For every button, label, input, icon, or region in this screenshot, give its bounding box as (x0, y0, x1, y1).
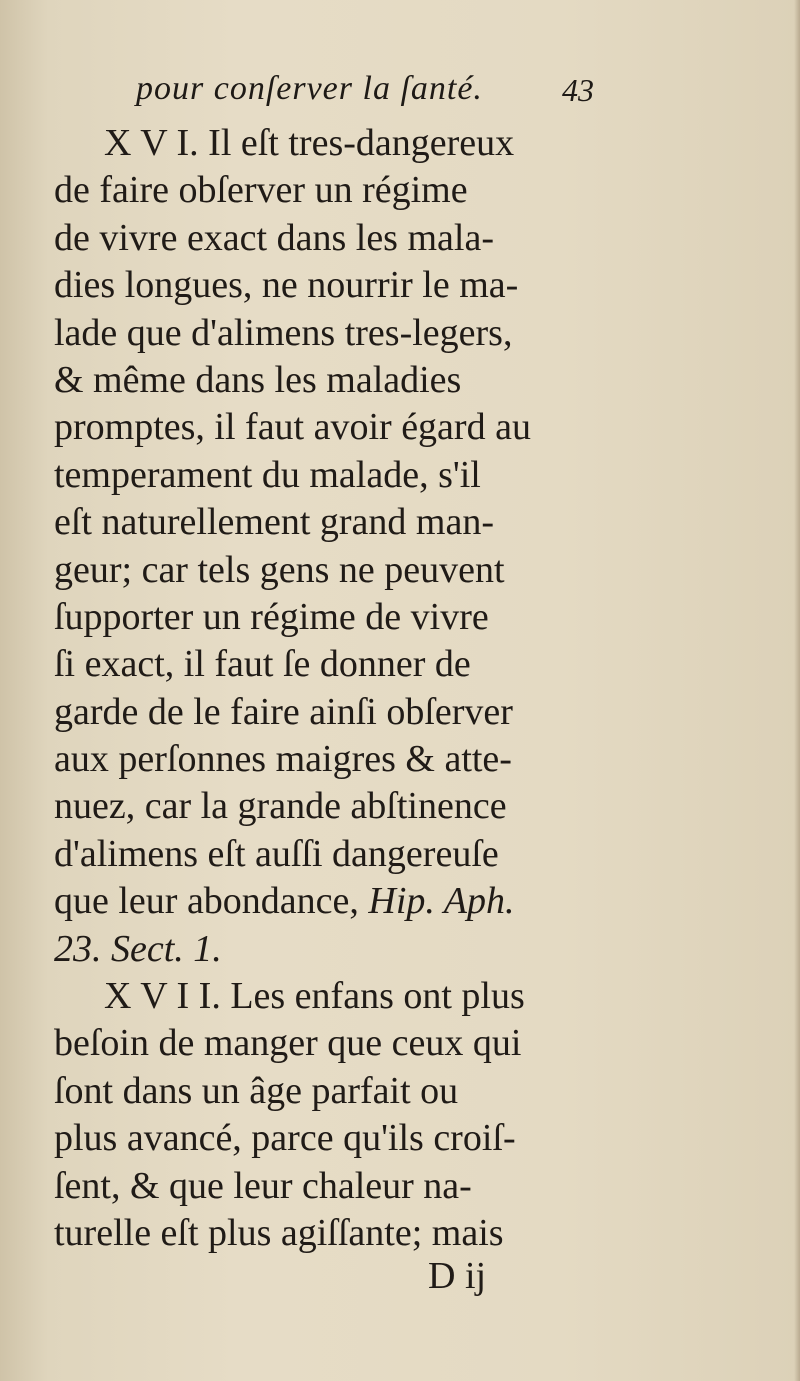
text-line: nuez, car la grande abſtinence (54, 785, 507, 828)
page-edge-shadow (794, 0, 800, 1381)
text-line: promptes, il faut avoir égard au (54, 406, 531, 449)
signature-mark: D ij (428, 1255, 487, 1297)
text-line: plus avancé, parce qu'ils croiſ- (54, 1117, 516, 1160)
text-line: geur; car tels gens ne peuvent (54, 548, 505, 591)
text-line: ſi exact, il faut ſe donner de (54, 643, 471, 686)
running-title: pour conſerver la ſanté. (136, 70, 483, 107)
text-line: garde de le faire ainſi obſerver (54, 690, 513, 733)
citation: Hip. Aph. (368, 880, 515, 923)
text-line: temperament du malade, s'il (54, 453, 481, 496)
text-line: eſt naturellement grand man- (54, 501, 494, 544)
text-line: lade que d'alimens tres-legers, (54, 311, 513, 354)
text-line: beſoin de manger que ceux qui (54, 1022, 522, 1065)
text-line: X V I I. Les enfans ont plus (104, 975, 525, 1018)
running-head (40, 64, 760, 116)
text-line: d'alimens eſt auſſi dangereuſe (54, 832, 499, 875)
text-line: & même dans les maladies (54, 358, 462, 401)
text-line: X V I. Il eſt tres-dangereux (104, 122, 515, 164)
text-line: turelle eſt plus agiſſante; mais (54, 1211, 504, 1254)
text-line: ſupporter un régime de vivre (54, 595, 489, 638)
body-text (54, 120, 654, 1257)
text-line: ſent, & que leur chaleur na- (54, 1164, 472, 1207)
text-line: de vivre exact dans les mala- (54, 216, 494, 259)
page-number: 43 (562, 72, 594, 108)
text-line: dies longues, ne nourrir le ma- (54, 264, 519, 307)
text-line (54, 878, 654, 925)
text-line: ſont dans un âge parfait ou (54, 1069, 459, 1112)
text-line: de faire obſerver un régime (54, 169, 468, 212)
citation-continued: 23. Sect. 1. (54, 927, 222, 970)
text-line-start: que leur abondance, (54, 880, 359, 923)
text-line: aux perſonnes maigres & atte- (54, 738, 512, 781)
